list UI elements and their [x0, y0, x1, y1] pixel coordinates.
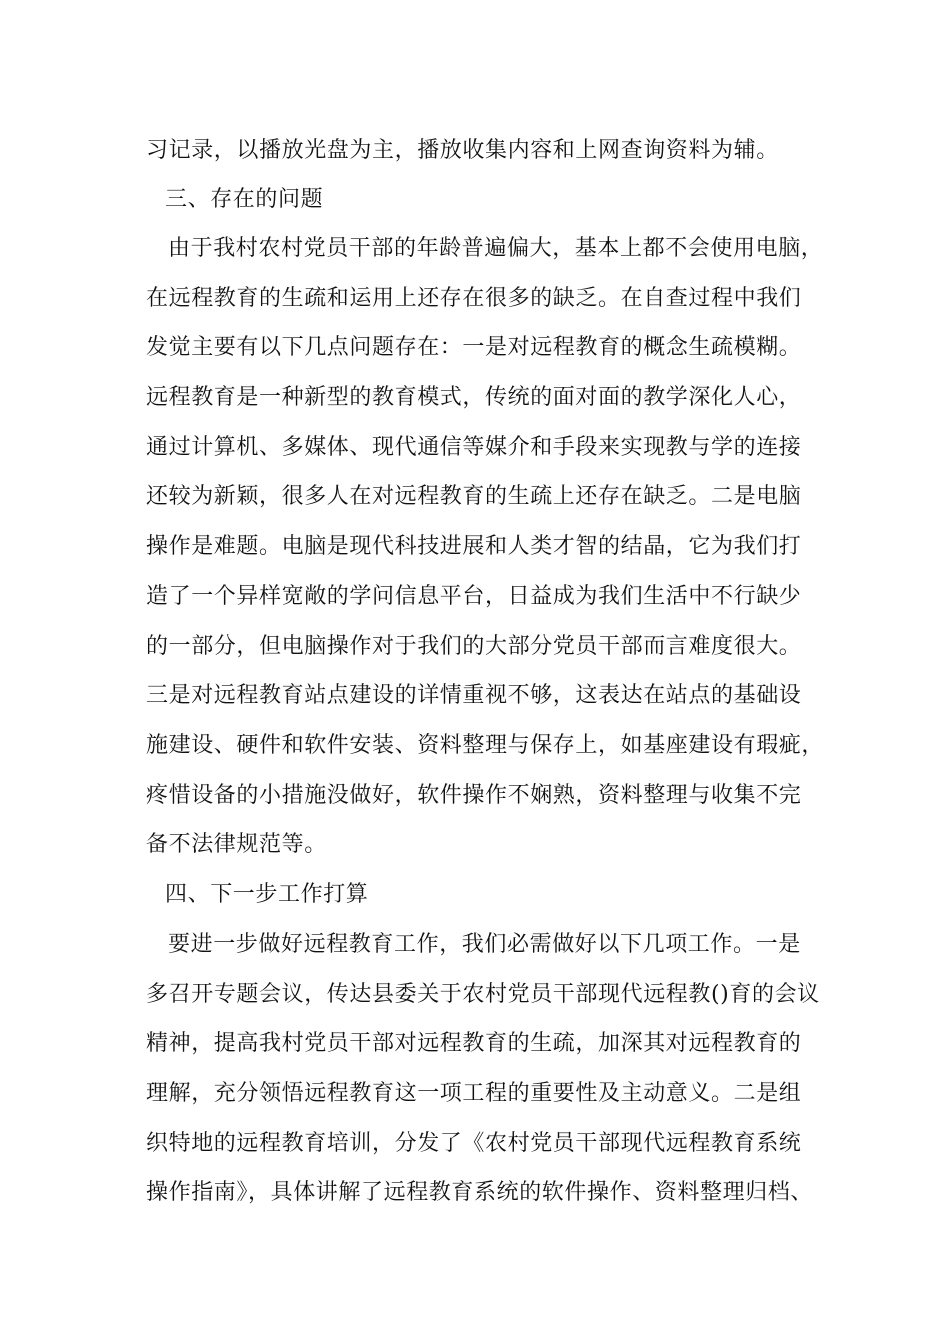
- paragraph-line: 操作是难题。电脑是现代科技进展和人类才智的结晶，它为我们打: [146, 534, 802, 559]
- paragraph-line: 多召开专题会议，传达县委关于农村党员干部现代远程教()育的会议: [146, 982, 820, 1007]
- paragraph-line: 的一部分，但电脑操作对于我们的大部分党员干部而言难度很大。: [146, 634, 802, 659]
- paragraph-line: 要进一步做好远程教育工作，我们必需做好以下几项工作。一是: [168, 932, 801, 957]
- paragraph-line: 发觉主要有以下几点问题存在：一是对远程教育的概念生疏模糊。: [146, 335, 802, 360]
- paragraph-line: 由于我村农村党员干部的年龄普遍偏大，基本上都不会使用电脑，: [168, 236, 824, 261]
- section-heading-next-steps: 四、下一步工作打算: [165, 882, 369, 907]
- paragraph-line: 备不法律规范等。: [146, 832, 327, 857]
- paragraph-line: 精神，提高我村党员干部对远程教育的生疏，加深其对远程教育的: [146, 1031, 802, 1056]
- paragraph-line: 理解，充分领悟远程教育这一项工程的重要性及主动意义。二是组: [146, 1081, 802, 1106]
- paragraph-line: 织特地的远程教育培训，分发了《农村党员干部现代远程教育系统: [146, 1131, 802, 1156]
- paragraph-line: 疼惜设备的小措施没做好，软件操作不娴熟，资料整理与收集不完: [146, 783, 802, 808]
- paragraph-line: 还较为新颖，很多人在对远程教育的生疏上还存在缺乏。二是电脑: [146, 484, 802, 509]
- paragraph-line: 操作指南》，具体讲解了远程教育系统的软件操作、资料整理归档、: [146, 1180, 814, 1205]
- paragraph-line: 远程教育是一种新型的教育模式，传统的面对面的教学深化人心，: [146, 385, 802, 410]
- paragraph-line: 通过计算机、多媒体、现代通信等媒介和手段来实现教与学的连接: [146, 435, 802, 460]
- paragraph-line: 造了一个异样宽敞的学问信息平台，日益成为我们生活中不行缺少: [146, 584, 802, 609]
- paragraph-line: 在远程教育的生疏和运用上还存在很多的缺乏。在自查过程中我们: [146, 286, 802, 311]
- section-heading-problems: 三、存在的问题: [165, 187, 324, 212]
- paragraph-line: 施建设、硬件和软件安装、资料整理与保存上，如基座建设有瑕疵，: [146, 733, 825, 758]
- paragraph-line: 三是对远程教育站点建设的详情重视不够，这表达在站点的基础设: [146, 683, 802, 708]
- paragraph-line: 习记录，以播放光盘为主，播放收集内容和上网查询资料为辅。: [146, 138, 779, 163]
